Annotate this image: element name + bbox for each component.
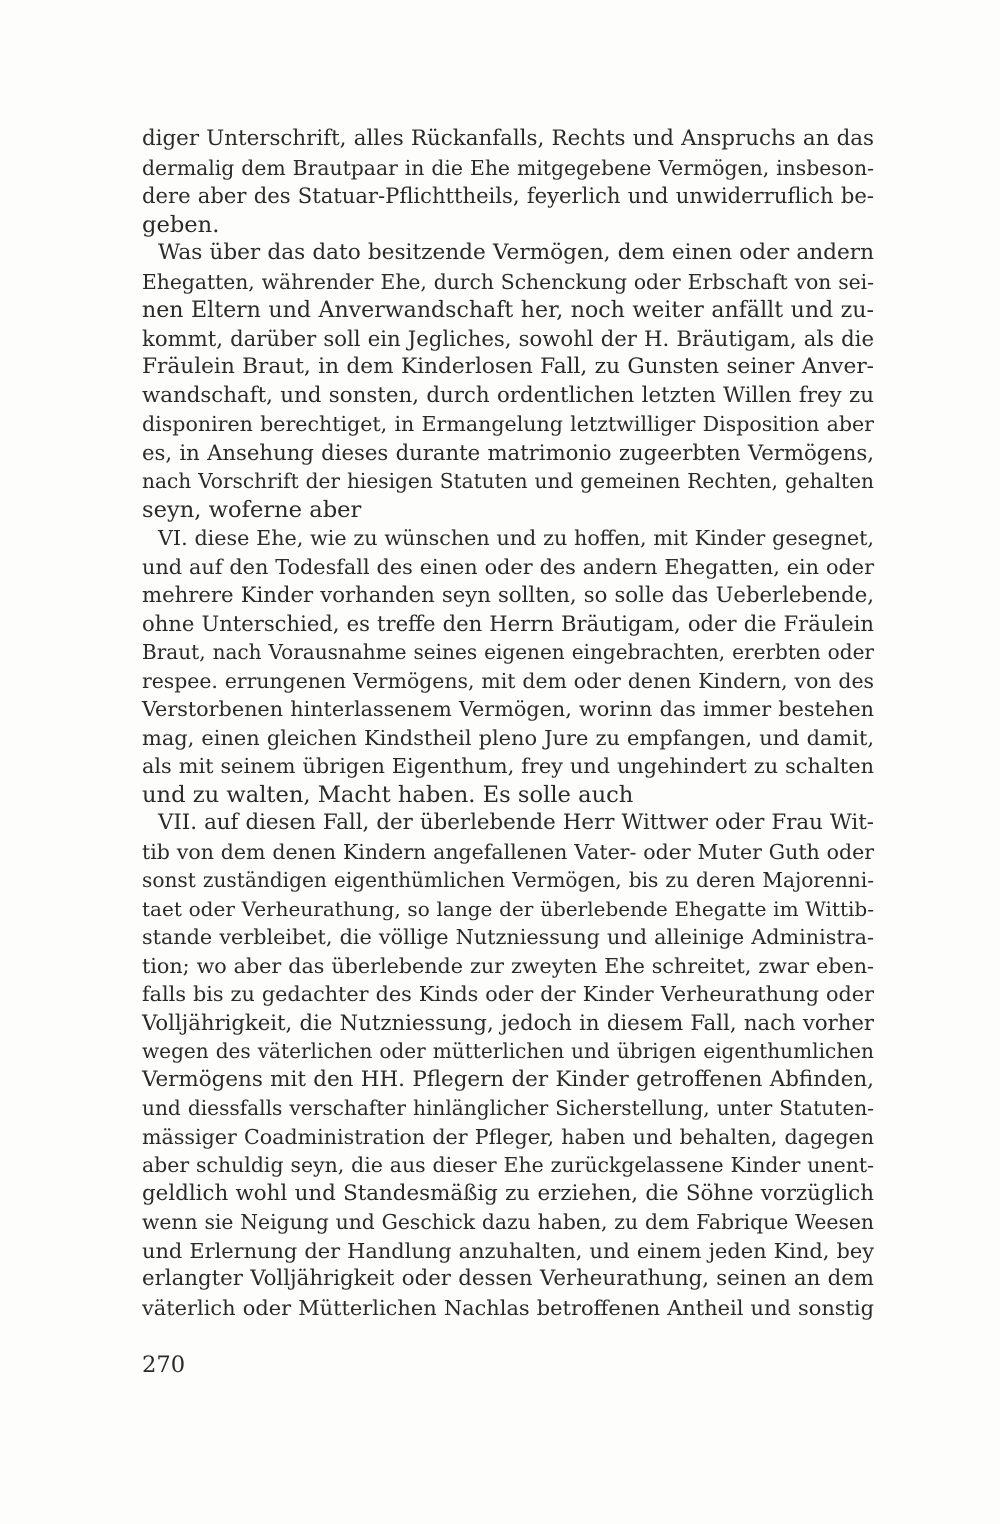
text-line: Braut, nach Vorausnahme seines eigenen eingebrachten, ererbten oder	[142, 640, 874, 664]
text-line: ohne Unterschied, es treffe den Herrn Bräutigam, oder die Fräulein	[142, 610, 874, 636]
text-line: Fräulein Braut, in dem Kinderlosen Fall, zu Gunsten seiner Anver-	[142, 354, 874, 379]
text-line: mässiger Coadministration der Pfleger, haben und behalten, dagegen	[142, 1124, 874, 1149]
text-line: wandschaft, und sonsten, durch ordentlichen letzten Willen frey zu	[142, 382, 874, 408]
text-line: Verstorbenen hinterlassenem Vermögen, worinn das immer bestehen	[142, 697, 874, 721]
text-line: kommt, darüber soll ein Jegliches, sowohl der H. Bräutigam, als die	[142, 325, 874, 351]
text-line: geldlich wohl und Standesmäßig zu erziehen, die Söhne vorzüglich	[142, 1180, 874, 1206]
text-line: seyn, woferne aber	[142, 496, 362, 523]
text-line: tib von dem denen Kindern angefallenen Vater- oder Muter Guth oder	[142, 839, 874, 864]
text-line: dere aber des Statuar-Pflichttheils, feyerlich und unwiderruflich be-	[142, 183, 874, 208]
text-line: und diessfalls verschafter hinlänglicher Sicherstellung, unter Statuten-	[142, 1096, 874, 1120]
body-text	[142, 125, 874, 1322]
text-line: VII. auf diesen Fall, der überlebende Herr Wittwer oder Frau Wit-	[158, 810, 874, 835]
page-number: 270	[142, 1352, 186, 1378]
text-line: geben.	[142, 211, 220, 238]
text-line: mehrere Kinder vorhanden seyn sollten, so solle das Ueberlebende,	[142, 582, 874, 607]
text-line: wegen des väterlichen oder mütterlichen und übrigen eigenthumlichen	[142, 1039, 874, 1063]
text-line: Ehegatten, währender Ehe, durch Schenckung oder Erbschaft von sei-	[142, 269, 874, 294]
text-line: disponiren berechtiget, in Ermangelung letztwilliger Disposition aber	[142, 412, 874, 436]
text-line: Volljährigkeit, die Nutzniessung, jedoch in diesem Fall, nach vorher	[142, 1009, 874, 1035]
text-line: falls bis zu gedachter des Kinds oder der Kinder Verheurathung oder	[142, 982, 874, 1006]
text-line: nen Eltern und Anverwandschaft her, noch weiter anfällt und zu-	[142, 297, 874, 323]
text-line: erlangter Volljährigkeit oder dessen Verheurathung, seinen an dem	[142, 1266, 874, 1291]
text-line: es, in Ansehung dieses durante matrimonio zugeerbten Vermögens,	[142, 439, 874, 465]
text-line: diger Unterschrift, alles Rückanfalls, Rechts und Anspruchs an das	[142, 126, 874, 151]
text-line: wenn sie Neigung und Geschick dazu haben, zu dem Fabrique Weesen	[142, 1210, 874, 1234]
text-line: und zu walten, Macht haben. Es solle auch	[142, 781, 634, 808]
text-line: VI. diese Ehe, wie zu wünschen und zu hoffen, mit Kinder gesegnet,	[158, 526, 874, 550]
text-line: und Erlernung der Handlung anzuhalten, und einem jeden Kind, bey	[142, 1238, 874, 1263]
text-line: aber schuldig seyn, die aus dieser Ehe zurückgelassene Kinder unent-	[142, 1153, 874, 1177]
text-line: sonst zuständigen eigenthümlichen Vermögen, bis zu deren Majorenni-	[142, 868, 874, 892]
text-line: als mit seinem übrigen Eigenthum, frey und ungehindert zu schalten	[142, 754, 874, 778]
text-line: tion; wo aber das überlebende zur zweyten Ehe schreitet, zwar eben-	[142, 953, 874, 978]
text-line: nach Vorschrift der hiesigen Statuten und gemeinen Rechten, gehalten	[142, 469, 874, 493]
text-line: Was über das dato besitzende Vermögen, dem einen oder andern	[158, 240, 874, 265]
text-line: und auf den Todesfall des einen oder des andern Ehegatten, ein oder	[142, 554, 874, 579]
text-line: taet oder Verheurathung, so lange der überlebende Ehegatte im Wittib-	[142, 896, 874, 921]
text-line: väterlich oder Mütterlichen Nachlas betroffenen Antheil und sonstig	[142, 1295, 874, 1320]
text-line: respee. errungenen Vermögens, mit dem oder denen Kindern, von des	[142, 668, 874, 693]
text-line: mag, einen gleichen Kindstheil pleno Jure zu empfangen, und damit,	[142, 725, 874, 750]
text-line: stande verbleibet, die völlige Nutzniessung und alleinige Administra-	[142, 925, 874, 949]
text-line: Vermögens mit den HH. Pflegern der Kinder getroffenen Abfinden,	[142, 1066, 874, 1092]
text-line: dermalig dem Brautpaar in die Ehe mitgegebene Vermögen, insbeson-	[142, 155, 874, 180]
